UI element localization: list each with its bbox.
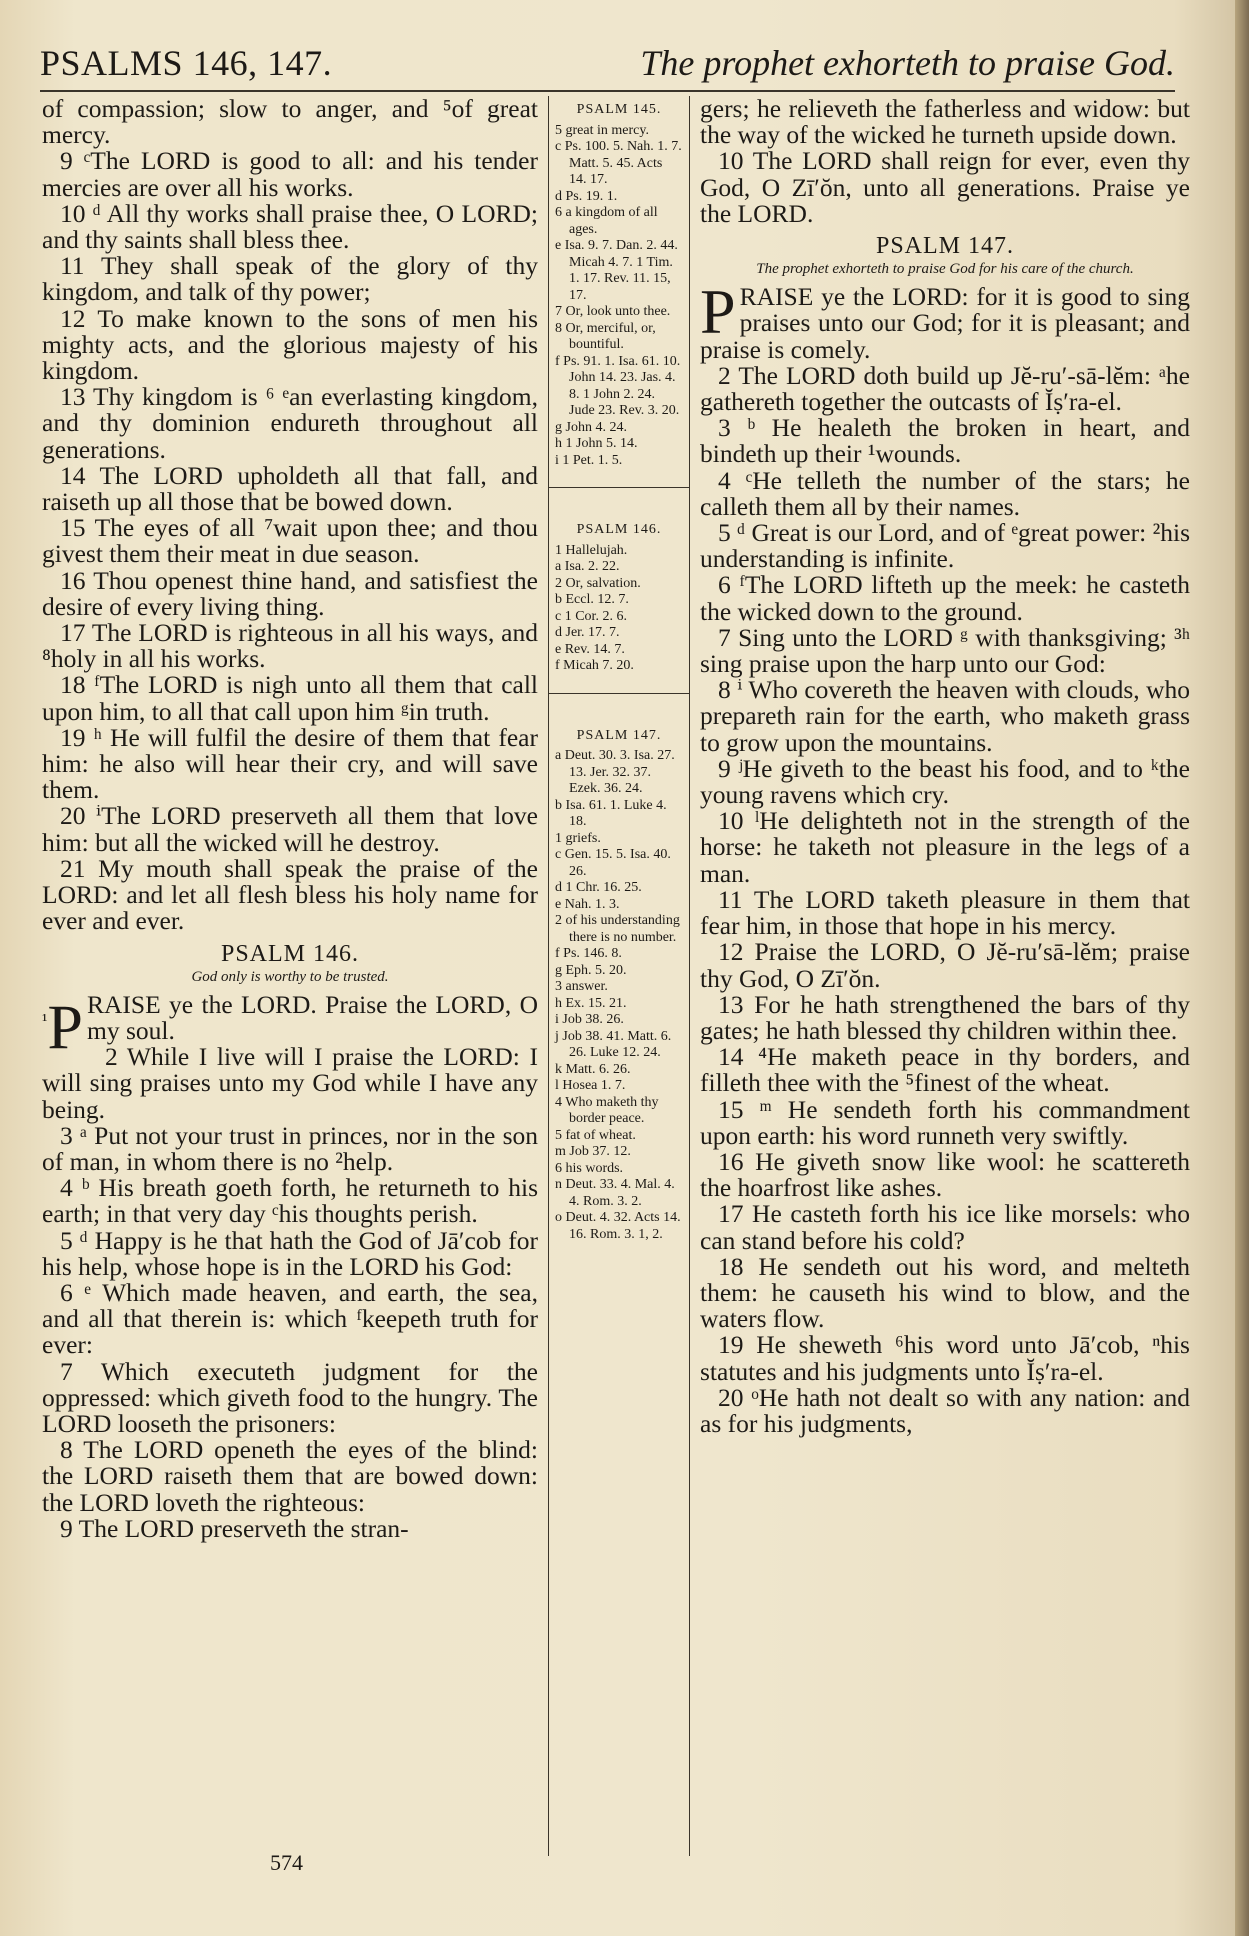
verse: 19 ʰ He will fulfil the desire of them that fear him: he also will hear their cry, and will save them. <box>42 722 538 805</box>
reference-section-title: PSALM 145. <box>576 102 662 117</box>
reference-note: e Nah. 1. 3. <box>555 896 620 912</box>
reference-note: a Isa. 2. 22. <box>555 559 620 574</box>
reference-note: d Ps. 19. 1. <box>555 188 618 204</box>
verse: of compassion; slow to anger, and ⁵of great mercy. <box>42 94 538 150</box>
reference-note: a Deut. 30. 3. Isa. 27. 13. Jer. 32. 37. Ezek. 36. 24. <box>555 748 675 796</box>
psalm-146-verse-1 <box>42 989 538 1063</box>
verse: gers; he relieveth the fatherless and widow: but the way of the wicked he turneth upside down. <box>700 94 1190 150</box>
verse: 3 ᵇ He healeth the broken in heart, and bindeth up their ¹wounds. <box>700 413 1190 469</box>
verse: 13 Thy kingdom is ⁶ ᵉan everlasting kingdom, and thy dominion endureth throughout all generations. <box>42 382 538 464</box>
reference-note: 5 great in mercy. <box>555 122 649 138</box>
reference-note: c Ps. 100. 5. Nah. 1. 7. Matt. 5. 45. Acts 14. 17. <box>555 139 682 187</box>
reference-note: g John 4. 24. <box>555 419 627 435</box>
verse: 2 The LORD doth build up Jĕ-ru′-sā-lĕm: ᵃhe gathereth together the outcasts of Ĭṣ′ra-el. <box>700 360 1190 417</box>
reference-note: 6 a kingdom of all ages. <box>555 205 658 237</box>
verse: 10 ˡHe delighteth not in the strength of the horse: he taketh not pleasure in the legs of a man. <box>700 806 1190 888</box>
reference-note: 3 answer. <box>555 979 608 994</box>
running-head-right: The prophet exhorteth to praise God. <box>640 43 1175 83</box>
reference-column <box>548 96 690 1856</box>
verse: 2 While I live will I praise the LORD: I will sing praises unto my God while I have any being. <box>42 1042 538 1124</box>
verse: 20 ⁱThe LORD preserveth all them that love him: but all the wicked will he destroy. <box>42 801 538 857</box>
reference-note: b Isa. 61. 1. Luke 4. 18. <box>555 797 667 829</box>
reference-section-title: PSALM 146. <box>576 522 662 537</box>
verse: 9 The LORD preserveth the stran- <box>60 1513 409 1543</box>
reference-note: g Eph. 5. 20. <box>555 962 627 978</box>
reference-note: l Hosea 1. 7. <box>555 1078 626 1093</box>
reference-note: 6 his words. <box>555 1160 624 1176</box>
reference-note: 2 Or, salvation. <box>555 575 641 591</box>
verse: 20 ᵒHe hath not dealt so with any nation: and as for his judgments, <box>700 1382 1190 1438</box>
book-spine-shadow <box>1235 0 1249 1936</box>
reference-note: f Ps. 91. 1. Isa. 61. 10. John 14. 23. Jas. 4. 8. 1 John 2. 24. Jude 23. Rev. 3. 20. <box>555 353 681 418</box>
verse: 9 ʲHe giveth to the beast his food, and to ᵏthe young ravens which cry. <box>700 753 1190 810</box>
verse-text: RAISE ye the LORD. Praise the LORD, O my soul. <box>87 989 538 1045</box>
verse: 6 ᵉ Which made heaven, and earth, the sea, and all that therein is: which ᶠkeepeth truth for ever: <box>42 1277 538 1360</box>
verse: 17 He casteth forth his ice like morsels: who can stand before his cold? <box>700 1199 1190 1255</box>
verse: 12 Praise the LORD, O Jĕ-ru′sā-lĕm; praise thy God, O Zī′ŏn. <box>700 937 1190 993</box>
verse: 5 ᵈ Great is our Lord, and of ᵉgreat power: ²his understanding is infinite. <box>700 518 1190 574</box>
reference-note: d Jer. 17. 7. <box>555 625 620 640</box>
verse: 9 ᶜThe LORD is good to all: and his tender mercies are over all his works. <box>42 146 538 202</box>
reference-note: m Job 37. 12. <box>555 1144 631 1159</box>
verse: 10 ᵈ All thy works shall praise thee, O LORD; and thy saints shall bless thee. <box>42 198 538 255</box>
right-column <box>700 96 1190 1437</box>
reference-note: 7 Or, look unto thee. <box>555 304 671 319</box>
reference-note: c Gen. 15. 5. Isa. 40. 26. <box>555 847 671 879</box>
verse: 11 The LORD taketh pleasure in them that fear him, in those that hope in his mercy. <box>700 884 1190 941</box>
verse: 10 The LORD shall reign for ever, even thy God, O Zī′ŏn, unto all generations. Praise ye the LORD. <box>700 146 1190 228</box>
reference-note: h 1 John 5. 14. <box>555 436 638 451</box>
verse: 11 They shall speak of the glory of thy kingdom, and talk of thy power; <box>42 251 538 307</box>
reference-note: f Ps. 146. 8. <box>555 946 622 961</box>
reference-note: c 1 Cor. 2. 6. <box>555 608 627 624</box>
reference-note: 1 griefs. <box>555 830 601 846</box>
reference-note: e Rev. 14. 7. <box>555 641 625 657</box>
left-column <box>42 96 538 1542</box>
verse: 16 He giveth snow like wool: he scattereth the hoarfrost like ashes. <box>700 1146 1190 1203</box>
verse-number: ¹ <box>42 1009 48 1030</box>
verse: 21 My mouth shall speak the praise of the LORD: and let all flesh bless his holy name for ever and ever. <box>42 853 538 936</box>
drop-cap-letter: P <box>47 991 83 1063</box>
verse: 15 The eyes of all ⁷wait upon thee; and thou givest them their meat in due season. <box>42 513 538 569</box>
verse: 7 Which executeth judgment for the oppressed: which giveth food to the hungry. The LORD looseth the prisoners: <box>42 1356 538 1438</box>
divider <box>549 487 689 488</box>
verse: 5 ᵈ Happy is he that hath the God of Jā′cob for his help, whose hope is in the LORD his God: <box>42 1225 538 1281</box>
page-header <box>40 38 1175 92</box>
drop-cap-letter: P <box>700 276 736 348</box>
reference-note: n Deut. 33. 4. Mal. 4. 4. Rom. 3. 2. <box>555 1177 675 1209</box>
page-number: 574 <box>270 1850 303 1875</box>
reference-section-title: PSALM 147. <box>576 727 662 743</box>
verse: 18 ᶠThe LORD is nigh unto all them that call upon him, to all that call upon him ᵍin truth. <box>42 670 538 726</box>
reference-note: f Micah 7. 20. <box>555 658 634 673</box>
reference-note: k Matt. 6. 26. <box>555 1061 631 1077</box>
divider <box>549 693 689 694</box>
reference-note: b Eccl. 12. 7. <box>555 592 629 607</box>
running-head-left: PSALMS 146, 147. <box>40 43 333 83</box>
psalm-146-subtitle: God only is worthy to be trusted. <box>191 968 389 985</box>
drop-cap <box>42 991 83 1063</box>
verse: 12 To make known to the sons of men his mighty acts, and the glorious majesty of his kingdom. <box>42 303 538 386</box>
verse: 17 The LORD is righteous in all his ways, and ⁸holy in all his works. <box>42 618 538 674</box>
psalm-147-subtitle: The prophet exhorteth to praise God for his care of the church. <box>756 261 1134 278</box>
verse: 16 Thou openest thine hand, and satisfiest the desire of every living thing. <box>42 565 538 621</box>
verse: 18 He sendeth out his word, and melteth them: he causeth his wind to blow, and the waters flow. <box>700 1251 1190 1334</box>
verse-text: RAISE ye the LORD: for it is good to sing praises unto our God; for it is pleasant; and praise is comely. <box>700 282 1190 364</box>
psalm-147-title: PSALM 147. <box>875 233 1015 260</box>
psalm-147-verse-1 <box>700 276 1190 364</box>
reference-note: o Deut. 4. 32. Acts 14. 16. Rom. 3. 1, 2. <box>555 1210 681 1242</box>
reference-note: h Ex. 15. 21. <box>555 995 627 1011</box>
verse: 4 ᶜHe telleth the number of the stars; he calleth them all by their names. <box>700 465 1190 521</box>
verse: 15 ᵐ He sendeth forth his commandment upon earth: his word runneth very swiftly. <box>700 1094 1190 1150</box>
verse: 6 ᶠThe LORD lifteth up the meek: he casteth the wicked down to the ground. <box>700 570 1190 626</box>
reference-note: 4 Who maketh thy border peace. <box>555 1094 659 1126</box>
verse: 14 ⁴He maketh peace in thy borders, and filleth thee with the ⁵finest of the wheat. <box>700 1042 1190 1098</box>
reference-note: i Job 38. 26. <box>555 1012 624 1027</box>
verse: 19 He sheweth ⁶his word unto Jā′cob, ⁿhis statutes and his judgments unto Ĭṣ′ra-el. <box>700 1330 1190 1386</box>
reference-note: e Isa. 9. 7. Dan. 2. 44. Micah 4. 7. 1 Tim. 1. 17. Rev. 11. 15, 17. <box>555 238 678 303</box>
verse: 8 ⁱ Who covereth the heaven with clouds, who prepareth rain for the earth, who maketh grass to grow upon the mountains. <box>700 675 1190 757</box>
verse: 13 For he hath strengthened the bars of thy gates; he hath blessed thy children within thee. <box>700 989 1190 1045</box>
verse: 14 The LORD upholdeth all that fall, and raiseth up all those that be bowed down. <box>42 460 538 517</box>
reference-note: 5 fat of wheat. <box>555 1127 636 1143</box>
verse: 7 Sing unto the LORD ᵍ with thanksgiving; ³ʰ sing praise upon the harp unto our God: <box>700 622 1190 679</box>
reference-note: 1 Hallelujah. <box>555 542 628 558</box>
reference-note: 2 of his understanding there is no number. <box>555 913 680 945</box>
verse: 8 The LORD openeth the eyes of the blind: the LORD raiseth them that are bowed down: the LORD loveth the righteous: <box>42 1435 538 1517</box>
reference-note: 8 Or, merciful, or, bountiful. <box>555 320 656 352</box>
reference-note: j Job 38. 41. Matt. 6. 26. Luke 12. 24. <box>555 1028 672 1060</box>
reference-note: i 1 Pet. 1. 5. <box>555 452 623 468</box>
verse: 3 ᵃ Put not your trust in princes, nor in the son of man, in whom there is no ²help. <box>42 1120 538 1176</box>
psalm-146-title: PSALM 146. <box>220 940 360 967</box>
reference-note: d 1 Chr. 16. 25. <box>555 880 642 895</box>
verse: 4 ᵇ His breath goeth forth, he returneth to his earth; in that very day ᶜhis thoughts perish. <box>42 1173 538 1229</box>
